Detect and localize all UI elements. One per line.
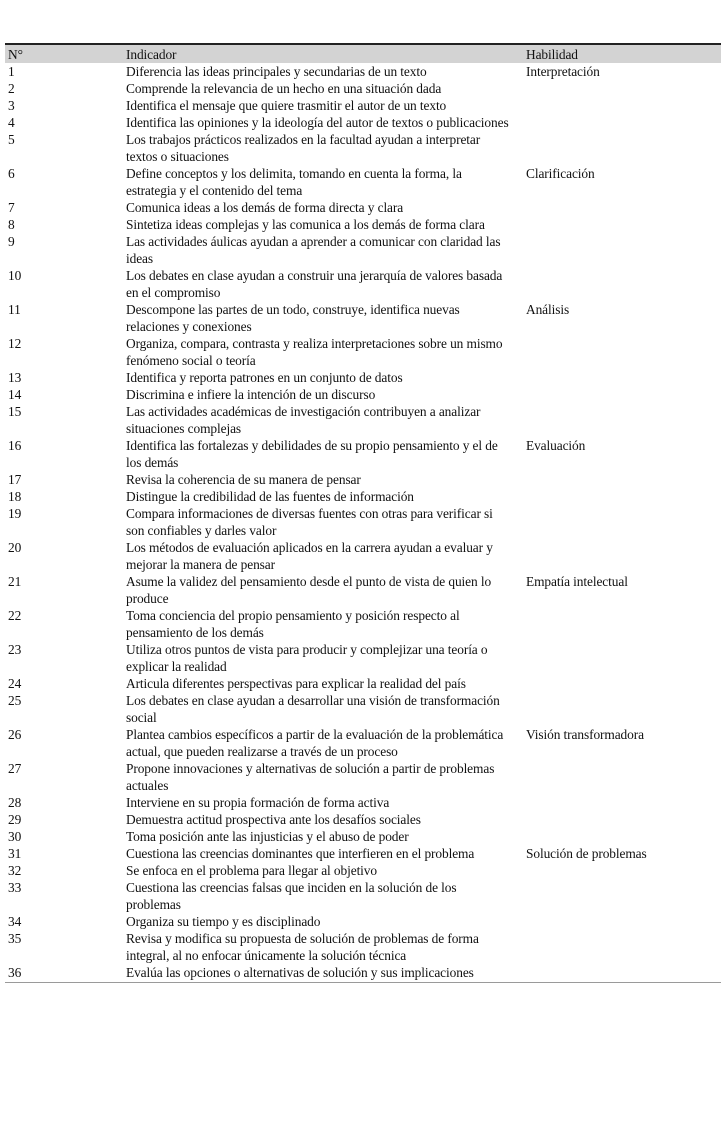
row-indicator: Identifica y reporta patrones en un conjunto de datos — [126, 370, 403, 385]
table-row — [5, 505, 721, 539]
table-row — [5, 828, 721, 845]
table-row — [5, 369, 721, 386]
row-indicator: Propone innovaciones y alternativas de solución a partir de problemas actuales — [126, 761, 495, 793]
table-row — [5, 63, 721, 80]
row-indicator: Descompone las partes de un todo, construye, identifica nuevas relaciones y conexiones — [126, 302, 460, 334]
row-skill — [523, 267, 721, 301]
row-indicator: Revisa y modifica su propuesta de solución de problemas de forma integral, al no enfocar únicamente la solución técnica — [126, 931, 479, 963]
table-row — [5, 335, 721, 369]
row-number: 16 — [8, 438, 22, 453]
row-number: 3 — [8, 98, 15, 113]
row-indicator: Demuestra actitud prospectiva ante los desafíos sociales — [126, 812, 421, 827]
indicators-table — [5, 43, 721, 983]
table-row — [5, 488, 721, 505]
row-skill: Visión transformadora — [526, 727, 644, 742]
row-indicator: Cuestiona las creencias falsas que inciden en la solución de los problemas — [126, 880, 457, 912]
table-row — [5, 471, 721, 488]
row-skill: Empatía intelectual — [526, 574, 628, 589]
row-number: 15 — [8, 404, 22, 419]
table-row — [5, 301, 721, 335]
row-skill — [523, 199, 721, 216]
row-number: 10 — [8, 268, 22, 283]
row-indicator: Las actividades áulicas ayudan a aprender a comunicar con claridad las ideas — [126, 234, 501, 266]
header-skill: Habilidad — [526, 47, 578, 62]
row-number: 1 — [8, 64, 15, 79]
row-indicator: Toma posición ante las injusticias y el abuso de poder — [126, 829, 409, 844]
row-number: 6 — [8, 166, 15, 181]
row-number: 28 — [8, 795, 22, 810]
row-number: 32 — [8, 863, 22, 878]
table-row — [5, 114, 721, 131]
row-skill: Clarificación — [526, 166, 595, 181]
row-number: 11 — [8, 302, 21, 317]
table-body — [5, 63, 721, 983]
row-indicator: Los debates en clase ayudan a desarrollar una visión de transformación social — [126, 693, 500, 725]
table-row — [5, 233, 721, 267]
row-skill — [523, 369, 721, 386]
row-number: 36 — [8, 965, 22, 980]
table-row — [5, 97, 721, 114]
row-number: 23 — [8, 642, 22, 657]
row-number: 17 — [8, 472, 22, 487]
row-indicator: Los métodos de evaluación aplicados en la carrera ayudan a evaluar y mejorar la manera de pensar — [126, 540, 493, 572]
row-skill: Evaluación — [526, 438, 586, 453]
table-row — [5, 862, 721, 879]
indicators-table-container — [5, 43, 721, 983]
row-skill — [523, 862, 721, 879]
row-indicator: Articula diferentes perspectivas para explicar la realidad del país — [126, 676, 466, 691]
table-row — [5, 879, 721, 913]
row-skill — [523, 335, 721, 369]
row-number: 24 — [8, 676, 22, 691]
row-number: 33 — [8, 880, 22, 895]
row-indicator: Distingue la credibilidad de las fuentes de información — [126, 489, 414, 504]
table-row — [5, 692, 721, 726]
row-indicator: Define conceptos y los delimita, tomando en cuenta la forma, la estrategia y el contenido del tema — [126, 166, 462, 198]
table-row — [5, 726, 721, 760]
row-skill — [523, 879, 721, 913]
row-skill: Interpretación — [526, 64, 600, 79]
row-skill — [523, 811, 721, 828]
table-row — [5, 930, 721, 964]
row-number: 9 — [8, 234, 15, 249]
table-row — [5, 216, 721, 233]
row-number: 34 — [8, 914, 22, 929]
row-indicator: Discrimina e infiere la intención de un discurso — [126, 387, 376, 402]
table-row — [5, 403, 721, 437]
row-indicator: Interviene en su propia formación de forma activa — [126, 795, 390, 810]
row-number: 4 — [8, 115, 15, 130]
row-skill — [523, 233, 721, 267]
row-indicator: Diferencia las ideas principales y secundarias de un texto — [126, 64, 427, 79]
row-skill — [523, 471, 721, 488]
row-skill — [523, 675, 721, 692]
row-number: 35 — [8, 931, 22, 946]
row-skill — [523, 794, 721, 811]
row-number: 19 — [8, 506, 22, 521]
row-skill — [523, 607, 721, 641]
row-indicator: Comprende la relevancia de un hecho en una situación dada — [126, 81, 442, 96]
row-indicator: Utiliza otros puntos de vista para producir y complejizar una teoría o explicar la realidad — [126, 642, 488, 674]
row-number: 31 — [8, 846, 22, 861]
table-row — [5, 913, 721, 930]
row-indicator: Organiza, compara, contrasta y realiza interpretaciones sobre un mismo fenómeno social o teoría — [126, 336, 503, 368]
row-number: 22 — [8, 608, 22, 623]
row-number: 21 — [8, 574, 22, 589]
row-skill — [523, 386, 721, 403]
row-indicator: Plantea cambios específicos a partir de la evaluación de la problemática actual, que pueden realizarse a través de un proceso — [126, 727, 504, 759]
table-row — [5, 641, 721, 675]
table-row — [5, 964, 721, 983]
table-row — [5, 165, 721, 199]
row-skill — [523, 760, 721, 794]
row-number: 25 — [8, 693, 22, 708]
row-skill — [523, 97, 721, 114]
row-indicator: Organiza su tiempo y es disciplinado — [126, 914, 321, 929]
row-skill — [523, 131, 721, 165]
table-row — [5, 607, 721, 641]
row-skill — [523, 913, 721, 930]
row-indicator: Revisa la coherencia de su manera de pensar — [126, 472, 361, 487]
row-number: 30 — [8, 829, 22, 844]
row-indicator: Identifica las opiniones y la ideología del autor de textos o publicaciones — [126, 115, 509, 130]
row-number: 27 — [8, 761, 22, 776]
row-indicator: Cuestiona las creencias dominantes que interfieren en el problema — [126, 846, 475, 861]
row-indicator: Identifica las fortalezas y debilidades de su propio pensamiento y el de los demás — [126, 438, 498, 470]
table-header-row — [5, 44, 721, 63]
header-indicator: Indicador — [126, 47, 177, 62]
row-skill — [523, 114, 721, 131]
table-row — [5, 131, 721, 165]
row-skill — [523, 403, 721, 437]
row-skill — [523, 828, 721, 845]
row-skill — [523, 80, 721, 97]
row-skill — [523, 641, 721, 675]
row-number: 26 — [8, 727, 22, 742]
row-indicator: Los debates en clase ayudan a construir una jerarquía de valores basada en el compromiso — [126, 268, 503, 300]
row-number: 5 — [8, 132, 15, 147]
table-row — [5, 80, 721, 97]
table-row — [5, 760, 721, 794]
row-indicator: Asume la validez del pensamiento desde el punto de vista de quien lo produce — [126, 574, 492, 606]
row-number: 13 — [8, 370, 22, 385]
table-row — [5, 199, 721, 216]
table-row — [5, 675, 721, 692]
row-indicator: Las actividades académicas de investigación contribuyen a analizar situaciones complejas — [126, 404, 481, 436]
table-row — [5, 811, 721, 828]
row-number: 2 — [8, 81, 15, 96]
row-number: 20 — [8, 540, 22, 555]
row-number: 29 — [8, 812, 22, 827]
table-row — [5, 845, 721, 862]
row-skill: Solución de problemas — [526, 846, 647, 861]
row-number: 12 — [8, 336, 22, 351]
row-skill — [523, 930, 721, 964]
row-skill — [523, 488, 721, 505]
table-row — [5, 794, 721, 811]
row-indicator: Toma conciencia del propio pensamiento y posición respecto al pensamiento de los demás — [126, 608, 460, 640]
table-row — [5, 437, 721, 471]
row-skill — [523, 692, 721, 726]
row-indicator: Se enfoca en el problema para llegar al objetivo — [126, 863, 377, 878]
row-number: 14 — [8, 387, 22, 402]
row-indicator: Compara informaciones de diversas fuentes con otras para verificar si son confiables y darles valor — [126, 506, 493, 538]
row-indicator: Comunica ideas a los demás de forma directa y clara — [126, 200, 404, 215]
table-row — [5, 573, 721, 607]
row-skill — [523, 539, 721, 573]
row-number: 7 — [8, 200, 15, 215]
table-row — [5, 267, 721, 301]
row-indicator: Los trabajos prácticos realizados en la facultad ayudan a interpretar textos o situaciones — [126, 132, 481, 164]
header-number: N° — [8, 47, 23, 62]
row-skill: Análisis — [526, 302, 570, 317]
row-skill — [523, 216, 721, 233]
row-number: 18 — [8, 489, 22, 504]
row-indicator: Evalúa las opciones o alternativas de solución y sus implicaciones — [126, 965, 474, 980]
table-row — [5, 386, 721, 403]
table-row — [5, 539, 721, 573]
row-indicator: Sintetiza ideas complejas y las comunica a los demás de forma clara — [126, 217, 485, 232]
row-indicator: Identifica el mensaje que quiere trasmitir el autor de un texto — [126, 98, 447, 113]
row-number: 8 — [8, 217, 15, 232]
row-skill — [523, 505, 721, 539]
row-skill — [523, 964, 721, 983]
